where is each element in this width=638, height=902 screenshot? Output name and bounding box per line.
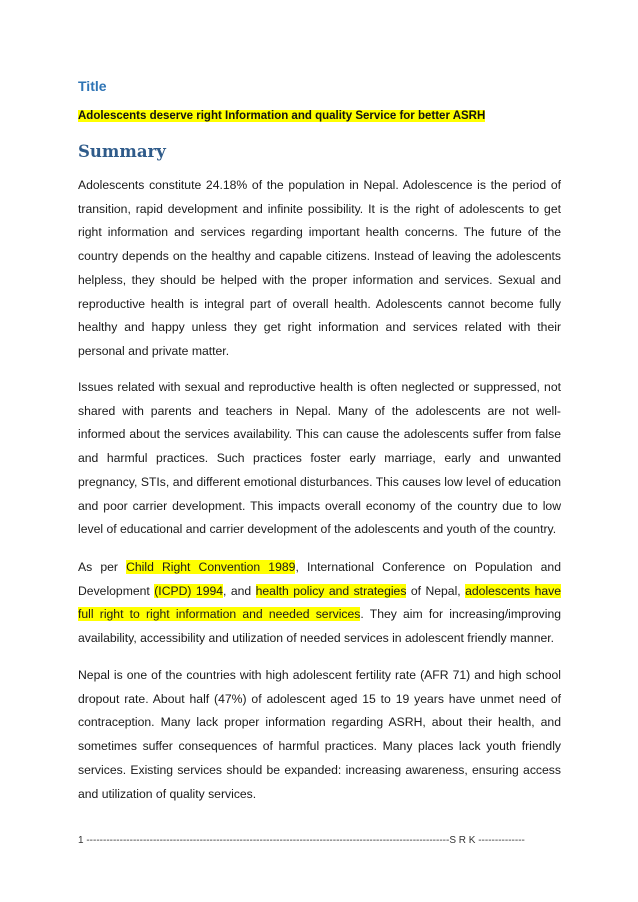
document-subtitle (78, 110, 485, 122)
page-footer (78, 835, 561, 846)
p3-text-1: As per (78, 560, 127, 574)
p3-text-4: of Nepal, (406, 583, 466, 598)
page-number: 1 (78, 835, 84, 846)
footer-rule-right: -------------- (475, 835, 525, 846)
footer-rule-left: ------------------------------------------------------------------------------------------------------------- (83, 835, 450, 846)
highlight-crc-1989: Child Right Convention 1989 (126, 560, 296, 574)
summary-paragraph-3 (78, 556, 561, 651)
summary-heading: Summary (78, 142, 166, 161)
p3-text-5: . They aim for increasing/improving availability, accessibility and utilization of needed services in adolescent friendly manner. (78, 607, 562, 646)
summary-paragraph-1: Adolescents constitute 24.18% of the population in Nepal. Adolescence is the period of transition, rapid development and infinite possibility. It is the right of adolescents to get right information and services regarding important health concerns. The future of the country depends on the healthy and capable citizens. Instead of leaving the adolescents helpless, they should be helped with the proper information and services. Sexual and reproductive health is integral part of overall health. Adolescents cannot become fully healthy and happy unless they get right information and services related with their personal and private matter. (78, 178, 561, 358)
highlight-adolescent-rights: adolescents have full right to right information and needed services (78, 583, 562, 622)
title-heading: Title (78, 78, 107, 94)
subtitle-highlight: Adolescents deserve right Information and quality Service for better ASRH (78, 110, 486, 122)
highlight-icpd-1994: (ICPD) 1994 (154, 583, 224, 598)
p3-text-3: , and (223, 583, 256, 598)
p3-text-2: , International Conference on Population and Development (78, 560, 561, 598)
summary-paragraph-4: Nepal is one of the countries with high adolescent fertility rate (AFR 71) and high school dropout rate. About half (47%) of adolescent aged 15 to 19 years have unmet need of contraception. Many lack proper information regarding ASRH, about their health, and sometimes suffer consequences of harmful practices. Many places lack youth friendly services. Existing services should be expanded: increasing awareness, ensuring access and utilization of quality services. (78, 668, 561, 801)
highlight-health-policy: health policy and strategies (255, 583, 407, 598)
footer-author: S R K (449, 835, 476, 846)
summary-paragraph-2: Issues related with sexual and reproductive health is often neglected or suppressed, not shared with parents and teachers in Nepal. Many of the adolescents are not well-informed about the services availability. This can cause the adolescents suffer from false and harmful practices. Such practices foster early marriage, early and unwanted pregnancy, STIs, and different emotional disturbances. This causes low level of education and poor carrier development. This impacts overall economy of the country due to low level of educational and carrier development of the adolescents and youth of the country. (78, 380, 561, 537)
